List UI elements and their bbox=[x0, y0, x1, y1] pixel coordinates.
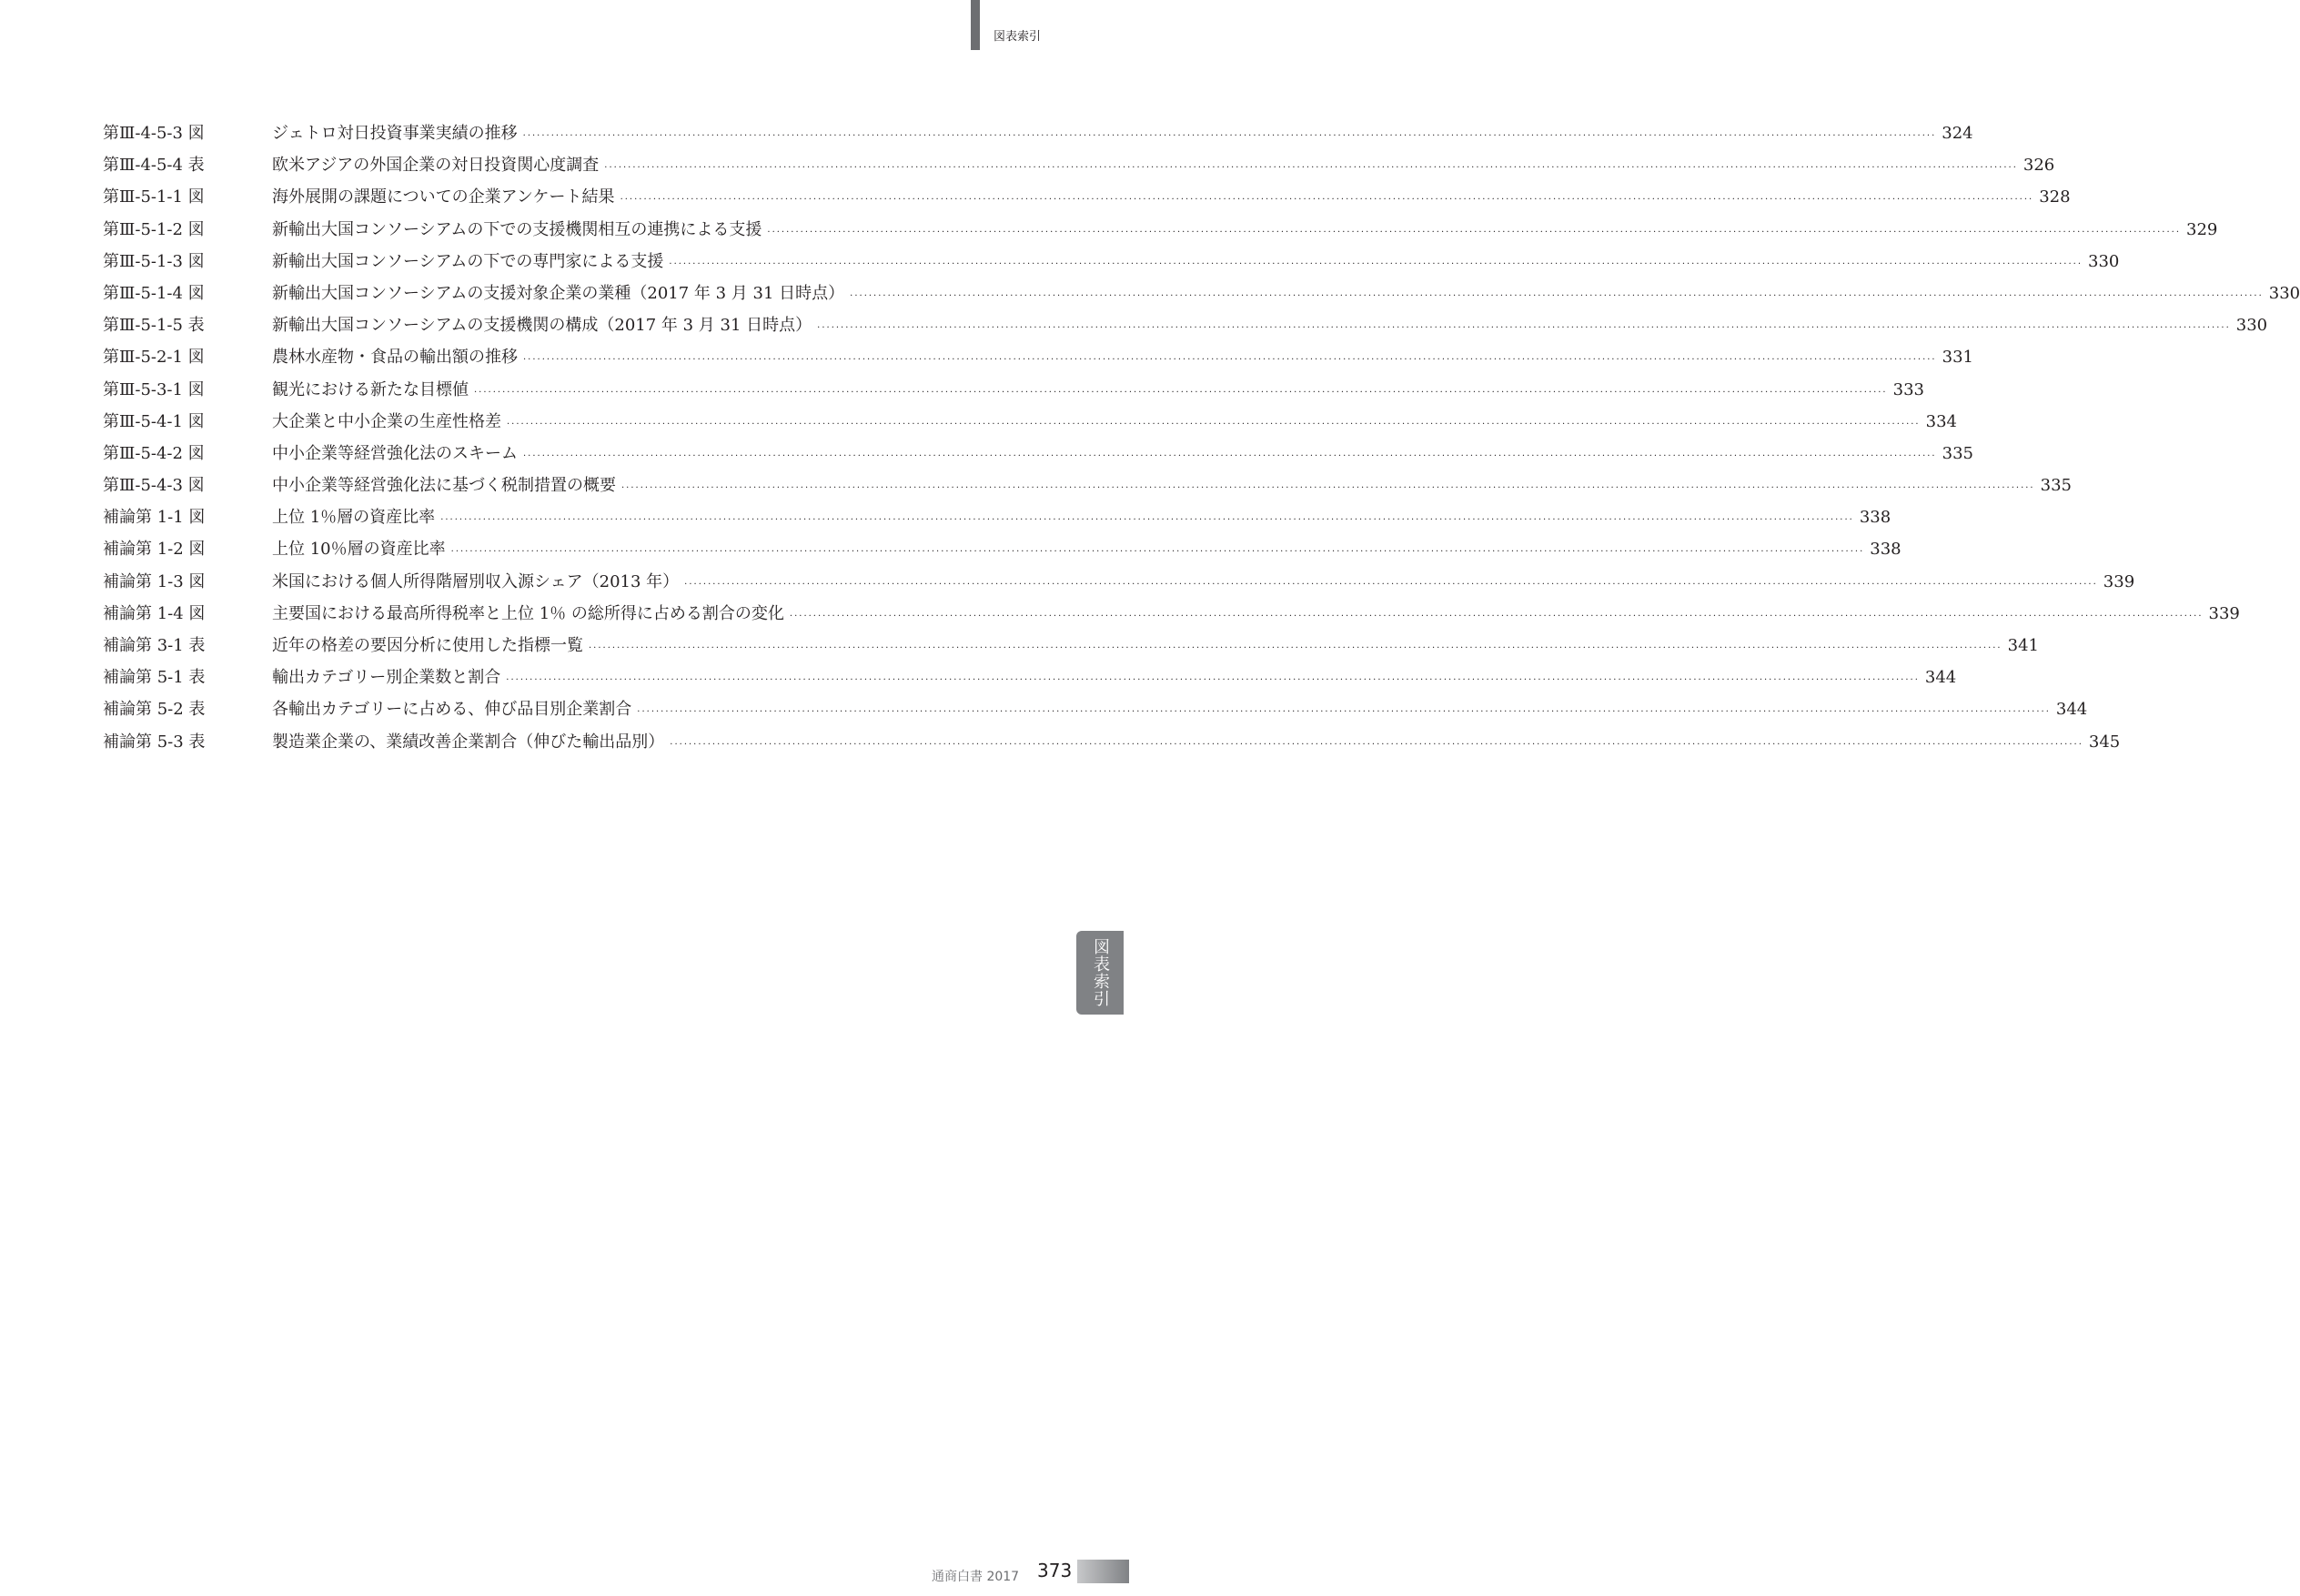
index-entry[interactable] bbox=[103, 693, 2088, 725]
entry-title: 近年の格差の要因分析に使用した指標一覧 bbox=[272, 636, 583, 655]
entry-code: 第Ⅲ-5-4-2 図 bbox=[103, 443, 205, 463]
entry-page: 344 bbox=[1924, 668, 1957, 688]
index-entry[interactable] bbox=[103, 149, 2055, 181]
entry-page: 334 bbox=[1925, 411, 1957, 431]
index-entry[interactable] bbox=[103, 117, 1973, 149]
entry-page: 335 bbox=[1942, 443, 1973, 463]
side-tab-label: 図表索引 bbox=[1091, 938, 1110, 1007]
footer-bar bbox=[1077, 1560, 1129, 1583]
entry-page: 330 bbox=[2268, 283, 2300, 303]
index-entry[interactable] bbox=[103, 341, 1973, 373]
entry-title: 農林水産物・食品の輸出額の推移 bbox=[272, 348, 518, 368]
entry-title: 観光における新たな目標値 bbox=[272, 379, 469, 399]
entry-code: 第Ⅲ-5-1-2 図 bbox=[103, 219, 205, 239]
dot-leader: ············································································································································································································································································································ bbox=[474, 387, 1888, 398]
entry-title: 主要国における最高所得税率と上位 1％ の総所得に占める割合の変化 bbox=[272, 603, 784, 623]
entry-page: 344 bbox=[2055, 700, 2088, 720]
dot-leader: ············································································································································································································································································································ bbox=[507, 419, 1921, 429]
entry-code: 補論第 1-1 図 bbox=[103, 508, 206, 528]
dot-leader: ············································································································································································································································································································ bbox=[621, 483, 2035, 494]
entry-code: 第Ⅲ-5-2-1 図 bbox=[103, 348, 205, 368]
index-entry[interactable] bbox=[103, 533, 1902, 565]
dot-leader: ············································································································································································································································································································ bbox=[817, 323, 2231, 334]
footer-page-number: 373 bbox=[1037, 1560, 1073, 1581]
entry-page: 338 bbox=[1859, 508, 1891, 528]
entry-title: 大企業と中小企業の生産性格差 bbox=[272, 411, 501, 431]
dot-leader: ············································································································································································································································································································ bbox=[604, 163, 2018, 174]
entry-page: 328 bbox=[2039, 187, 2071, 207]
side-index-tab[interactable] bbox=[1076, 931, 1124, 1015]
index-entry[interactable] bbox=[103, 214, 2218, 246]
index-entry[interactable] bbox=[103, 374, 1924, 406]
entry-code: 補論第 3-1 表 bbox=[103, 636, 206, 655]
entry-page: 324 bbox=[1942, 124, 1973, 143]
dot-leader: ············································································································································································································································································································ bbox=[684, 579, 2098, 590]
entry-code: 第Ⅲ-5-4-1 図 bbox=[103, 411, 205, 431]
entry-title: 欧米アジアの外国企業の対日投資関心度調査 bbox=[272, 156, 600, 176]
entry-page: 326 bbox=[2023, 156, 2055, 176]
dot-leader: ············································································································································································································································································································ bbox=[850, 290, 2264, 301]
index-entry[interactable] bbox=[103, 501, 1891, 533]
index-entry[interactable] bbox=[103, 726, 2121, 758]
dot-leader: ············································································································································································································································································································ bbox=[522, 131, 1937, 141]
index-entry[interactable] bbox=[103, 598, 2240, 630]
entry-code: 第Ⅲ-4-5-4 表 bbox=[103, 156, 205, 176]
entry-title: 新輸出大国コンソーシアムの支援機関の構成（2017 年 3 月 31 日時点） bbox=[272, 316, 812, 336]
entry-code: 第Ⅲ-5-1-1 図 bbox=[103, 187, 205, 207]
entry-code: 補論第 5-1 表 bbox=[103, 668, 206, 688]
entry-title: 中小企業等経営強化法のスキーム bbox=[272, 443, 518, 463]
entry-code: 補論第 1-4 図 bbox=[103, 603, 206, 623]
entry-page: 338 bbox=[1870, 540, 1902, 560]
dot-leader: ············································································································································································································································································································ bbox=[670, 739, 2083, 750]
dot-leader: ············································································································································································································································································································ bbox=[789, 611, 2204, 621]
entry-page: 345 bbox=[2088, 732, 2121, 752]
index-entry[interactable] bbox=[103, 309, 2268, 341]
entry-title: 米国における個人所得階層別収入源シェア（2013 年） bbox=[272, 571, 680, 591]
dot-leader: ············································································································································································································································································································ bbox=[589, 643, 2002, 653]
entry-page: 329 bbox=[2186, 219, 2218, 239]
index-entry[interactable] bbox=[103, 246, 2120, 278]
entry-page: 331 bbox=[1942, 348, 1973, 368]
entry-page: 335 bbox=[2040, 476, 2072, 496]
entry-title: 上位 10％層の資産比率 bbox=[272, 540, 446, 560]
entry-title: 新輸出大国コンソーシアムの下での支援機関相互の連携による支援 bbox=[272, 219, 762, 239]
entry-title: ジェトロ対日投資事業実績の推移 bbox=[272, 124, 518, 143]
entry-page: 339 bbox=[2208, 603, 2240, 623]
dot-leader: ············································································································································································································································································································ bbox=[440, 515, 1854, 526]
index-entry[interactable] bbox=[103, 566, 2135, 598]
entry-code: 第Ⅲ-5-1-4 図 bbox=[103, 283, 205, 303]
dot-leader: ············································································································································································································································································································ bbox=[637, 707, 2051, 718]
entry-title: 各輸出カテゴリーに占める、伸び品目別企業割合 bbox=[272, 700, 632, 720]
entry-code: 補論第 1-3 図 bbox=[103, 571, 206, 591]
entry-page: 339 bbox=[2103, 571, 2135, 591]
entry-code: 補論第 5-2 表 bbox=[103, 700, 206, 720]
entry-title: 新輸出大国コンソーシアムの支援対象企業の業種（2017 年 3 月 31 日時点） bbox=[272, 283, 845, 303]
footer-publication: 通商白書 2017 bbox=[932, 1570, 1020, 1584]
index-list bbox=[103, 117, 2300, 758]
entry-code: 補論第 1-2 図 bbox=[103, 540, 206, 560]
entry-page: 341 bbox=[2007, 636, 2039, 655]
dot-leader: ············································································································································································································································································································ bbox=[620, 195, 2034, 206]
dot-leader: ············································································································································································································································································································ bbox=[523, 450, 1937, 461]
entry-page: 330 bbox=[2235, 316, 2268, 336]
entry-title: 新輸出大国コンソーシアムの下での専門家による支援 bbox=[272, 251, 664, 271]
header-bar bbox=[971, 0, 980, 50]
entry-title: 上位 1％層の資産比率 bbox=[272, 508, 436, 528]
index-entry[interactable] bbox=[103, 470, 2072, 501]
index-entry[interactable] bbox=[103, 438, 1973, 470]
entry-title: 中小企業等経営強化法に基づく税制措置の概要 bbox=[272, 476, 616, 496]
index-entry[interactable] bbox=[103, 406, 1957, 438]
entry-title: 製造業企業の、業績改善企業割合（伸びた輸出品別） bbox=[272, 732, 665, 752]
entry-page: 333 bbox=[1892, 379, 1924, 399]
entry-code: 第Ⅲ-5-4-3 図 bbox=[103, 476, 205, 496]
index-entry[interactable] bbox=[103, 181, 2071, 213]
entry-code: 第Ⅲ-5-1-5 表 bbox=[103, 316, 205, 336]
entry-page: 330 bbox=[2088, 251, 2120, 271]
entry-code: 第Ⅲ-4-5-3 図 bbox=[103, 124, 205, 143]
dot-leader: ············································································································································································································································································································ bbox=[523, 355, 1937, 366]
index-entry[interactable] bbox=[103, 630, 2039, 662]
entry-title: 海外展開の課題についての企業アンケート結果 bbox=[272, 187, 615, 207]
header-section-label: 図表索引 bbox=[994, 30, 1042, 44]
dot-leader: ············································································································································································································································································································ bbox=[450, 547, 1865, 558]
entry-code: 補論第 5-3 表 bbox=[103, 732, 206, 752]
index-entry[interactable] bbox=[103, 662, 1957, 693]
entry-title: 輸出カテゴリー別企業数と割合 bbox=[272, 668, 501, 688]
entry-code: 第Ⅲ-5-1-3 図 bbox=[103, 251, 205, 271]
dot-leader: ············································································································································································································································································································ bbox=[767, 227, 2182, 237]
dot-leader: ············································································································································································································································································································ bbox=[506, 675, 1920, 686]
index-entry[interactable] bbox=[103, 278, 2300, 309]
entry-code: 第Ⅲ-5-3-1 図 bbox=[103, 379, 205, 399]
dot-leader: ············································································································································································································································································································ bbox=[669, 258, 2083, 269]
